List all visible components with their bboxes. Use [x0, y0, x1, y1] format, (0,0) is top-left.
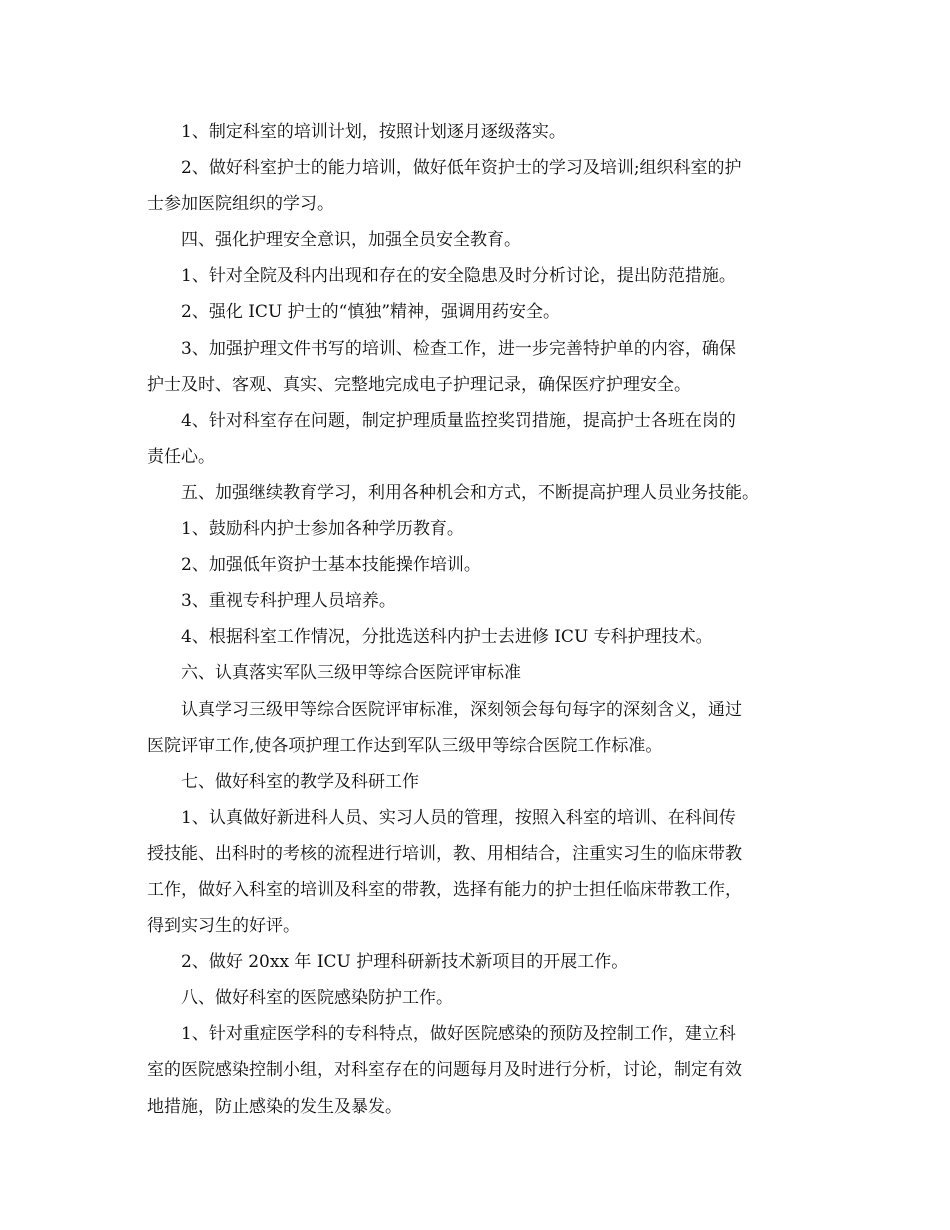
section-heading: 八、做好科室的医院感染防护工作。: [181, 988, 453, 1009]
paragraph-line: 4、根据科室工作情况，分批选送科内护士去进修 ICU 专科护理技术。: [181, 627, 713, 648]
paragraph-line: 3、重视专科护理人员培养。: [181, 591, 396, 612]
section-heading: 七、做好科室的教学及科研工作: [181, 771, 419, 792]
paragraph-line: 4、针对科室存在问题，制定护理质量监控奖罚措施，提高护士各班在岗的: [181, 410, 736, 431]
paragraph-line: 1、针对全院及科内出现和存在的安全隐患及时分析讨论，提出防范措施。: [181, 266, 736, 287]
paragraph-line: 2、做好科室护士的能力培训，做好低年资护士的学习及培训;组织科室的护: [181, 158, 742, 179]
paragraph-line: 护士及时、客观、真实、完整地完成电子护理记录，确保医疗护理安全。: [147, 374, 691, 395]
paragraph-line: 认真学习三级甲等综合医院评审标准，深刻领会每句每字的深刻含义，通过: [181, 699, 742, 720]
paragraph-line: 地措施，防止感染的发生及暴发。: [147, 1096, 402, 1117]
paragraph-line: 工作，做好入科室的培训及科室的带教，选择有能力的护士担任临床带教工作，: [147, 879, 742, 900]
paragraph-line: 3、加强护理文件书写的培训、检查工作，进一步完善特护单的内容，确保: [181, 338, 736, 359]
section-heading: 四、强化护理安全意识，加强全员安全教育。: [181, 230, 521, 251]
paragraph-line: 1、认真做好新进科人员、实习人员的管理，按照入科室的培训、在科间传: [181, 807, 736, 828]
paragraph-line: 室的医院感染控制小组，对科室存在的问题每月及时进行分析，讨论，制定有效: [147, 1060, 742, 1081]
paragraph-line: 医院评审工作,使各项护理工作达到军队三级甲等综合医院工作标准。: [147, 735, 663, 756]
paragraph-line: 1、鼓励科内护士参加各种学历教育。: [181, 519, 464, 540]
paragraph-line: 2、做好 20xx 年 ICU 护理科研新技术新项目的开展工作。: [181, 952, 629, 973]
section-heading: 五、加强继续教育学习，利用各种机会和方式，不断提高护理人员业务技能。: [181, 482, 759, 503]
paragraph-line: 士参加医院组织的学习。: [147, 194, 334, 215]
paragraph-line: 得到实习生的好评。: [147, 916, 300, 937]
paragraph-line: 责任心。: [147, 446, 215, 467]
paragraph-line: 2、加强低年资护士基本技能操作培训。: [181, 555, 481, 576]
paragraph-line: 授技能、出科时的考核的流程进行培训，教、用相结合，注重实习生的临床带教: [147, 843, 742, 864]
section-heading: 六、认真落实军队三级甲等综合医院评审标准: [181, 663, 521, 684]
paragraph-line: 2、强化 ICU 护士的“慎独”精神，强调用药安全。: [181, 302, 561, 323]
document-body: [147, 114, 817, 1125]
paragraph-line: 1、制定科室的培训计划，按照计划逐月逐级落实。: [181, 122, 566, 142]
paragraph-line: 1、针对重症医学科的专科特点，做好医院感染的预防及控制工作，建立科: [181, 1024, 736, 1045]
